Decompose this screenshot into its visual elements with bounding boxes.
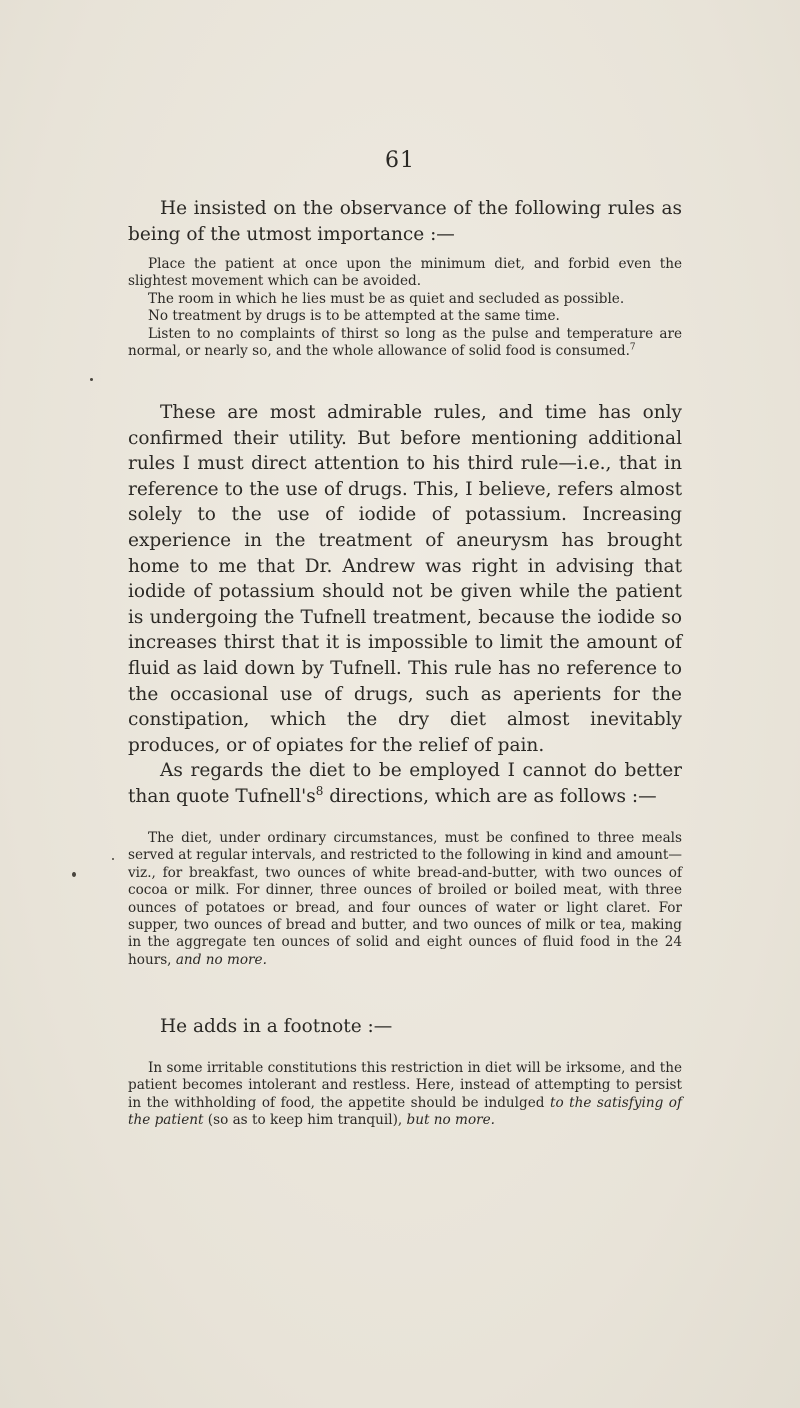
diet-quote-emphasis: and no more. [175, 951, 267, 968]
footnote-quote-block [128, 1060, 682, 1130]
ink-speck [90, 378, 93, 381]
rule-item [128, 308, 682, 325]
rule-item [128, 326, 682, 361]
paragraph2-text-end: directions, which are as follows :— [323, 785, 657, 807]
diet-quote-block [128, 830, 682, 969]
diet-quote [128, 830, 682, 969]
footnote-quote [128, 1060, 682, 1130]
footnote-quote-text: In some irritable constitutions this restriction in diet will be irksome, and the patient becomes intolerant and restless. Here, instead of attempting to persist in the withholding of food, the appetite should be indulged [128, 1060, 682, 1111]
rule-text: Place the patient at once upon the minimum diet, and forbid even the slightest movement which can be avoided. [128, 256, 682, 290]
intro-paragraph: He insisted on the observance of the following rules as being of the utmost importance :— [128, 198, 682, 245]
footnote-intro: He adds in a footnote :— [160, 1016, 393, 1037]
rule-item [128, 291, 682, 308]
body-paragraph: These are most admirable rules, and time has only confirmed their utility. But before mentioning additional rules I must direct attention to his third rule—i.e., that in reference to the use of drugs. This, I believe, refers almost solely to the use of iodide of potassium. Increasing experience in the treatment of aneurysm has brought home to me that Dr. Andrew was right in advising that iodide of potassium should not be given while the patient is undergoing the Tufnell treatment, because the iodide so increases thirst that it is impossible to limit the amount of fluid as laid down by Tufnell. This rule has no reference to the occasional use of drugs, such as aperients for the constipation, which the dry diet almost inevitably produces, or of opiates for the relief of pain. [128, 402, 682, 756]
footnote-mark: 7 [629, 342, 636, 353]
footnote-intro-block [128, 1014, 682, 1040]
footnote-quote-emphasis: to the satisfying of the patient [128, 1094, 682, 1129]
diet-quote-text: The diet, under ordinary circumstances, must be confined to three meals served at regular intervals, and restricted to the following in kind and amount—viz., for breakfast, two ounces of white bread-and-butter, with two ounces of cocoa or milk. For dinner, three ounces of broiled or boiled meat, with three ounces of potatoes or bread, and four ounces of water or light claret. For supper, two ounces of bread and butter, and two ounces of milk or tea, making in the aggregate ten ounces of solid and eight ounces of fluid food in the 24 hours, [128, 830, 682, 968]
footnote-mark: 8 [315, 783, 324, 798]
intro-block [128, 196, 682, 247]
main-paragraph-block [128, 400, 682, 810]
body-paragraph-2 [128, 758, 682, 809]
rule-text: Listen to no complaints of thirst so long as the pulse and temperature are normal, or nearly so, and the whole allowance of solid food is consumed. [128, 325, 682, 360]
rule-item [128, 256, 682, 291]
rules-block [128, 256, 682, 360]
footnote-quote-emphasis-end: but no more. [406, 1112, 495, 1129]
ink-speck [112, 858, 114, 860]
ink-speck [72, 872, 76, 877]
page-number: 61 [385, 148, 415, 173]
footnote-quote-middle: (so as to keep him tranquil), [207, 1112, 403, 1129]
rule-text: No treatment by drugs is to be attempted at the same time. [148, 308, 560, 325]
rule-text: The room in which he lies must be as quiet and secluded as possible. [148, 290, 625, 307]
paragraph2-text: As regards the diet to be employed I cannot do better than quote Tufnell's [128, 760, 682, 807]
